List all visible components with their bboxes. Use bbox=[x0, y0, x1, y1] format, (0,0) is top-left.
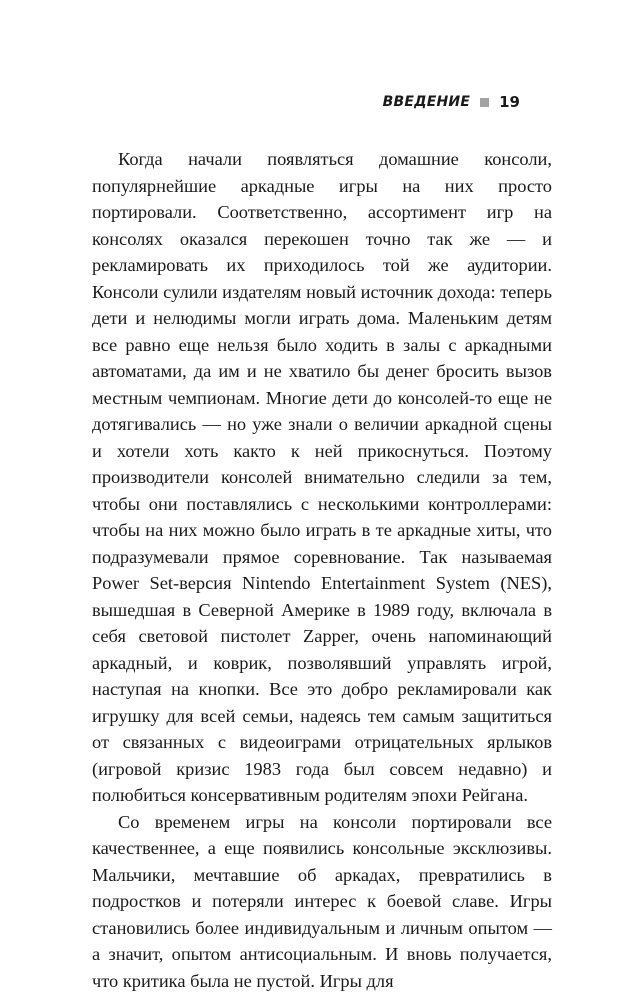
paragraph: Со временем игры на консоли портировали все качественнее, а еще появились консольные эксклюзивы. Мальчики, мечтавшие об аркадах, превратились в подростков и потеряли интерес к боевой славе. Игры становились более индивидуальным и личным опытом — а значит, опытом антисоциальным. И вновь получается, что критика была не пустой. Игры для bbox=[92, 811, 552, 991]
paragraph: Когда начали появляться домашние консоли, популярнейшие аркадные игры на них просто портировали. Соответственно, ассортимент игр на консолях оказался перекошен точно так же — и рекламировать их приходилось той же аудитории. Консоли сулили издателям новый источник дохода: теперь дети и нелюдимы могли играть дома. Маленьким детям все равно еще нельзя было ходить в залы с аркадными автоматами, да им и не хватило бы денег бросить вызов местным чемпионам. Многие дети до консолей-то еще не дотягивались — но уже знали о величии аркадной сцены и хотели хоть както к ней прикоснуться. Поэтому производители консолей внимательно следили за тем, чтобы они поставлялись с несколькими контроллерами: чтобы на них можно было играть в те аркадные хиты, что подразумевали прямое соревнование. Так называемая Power Set-версия Nintendo Entertainment System (NES), вышедшая в Северной Америке в 1989 году, включала в себя световой пистолет Zapper, очень напоминающий аркадный, и коврик, позволявший управлять игрой, наступая на кнопки. Все это добро рекламировали как игрушку для всей семьи, надеясь тем самым защититься от связанных с видеоиграми отрицательных ярлыков (игровой кризис 1983 года был совсем недавно) и полюбиться консервативным родителям эпохи Рейгана. bbox=[92, 149, 552, 805]
body-text bbox=[92, 146, 552, 994]
square-separator-icon bbox=[480, 98, 489, 107]
section-title: ВВЕДЕНИЕ bbox=[382, 94, 471, 110]
page-number: 19 bbox=[499, 93, 520, 111]
running-head bbox=[383, 92, 520, 112]
